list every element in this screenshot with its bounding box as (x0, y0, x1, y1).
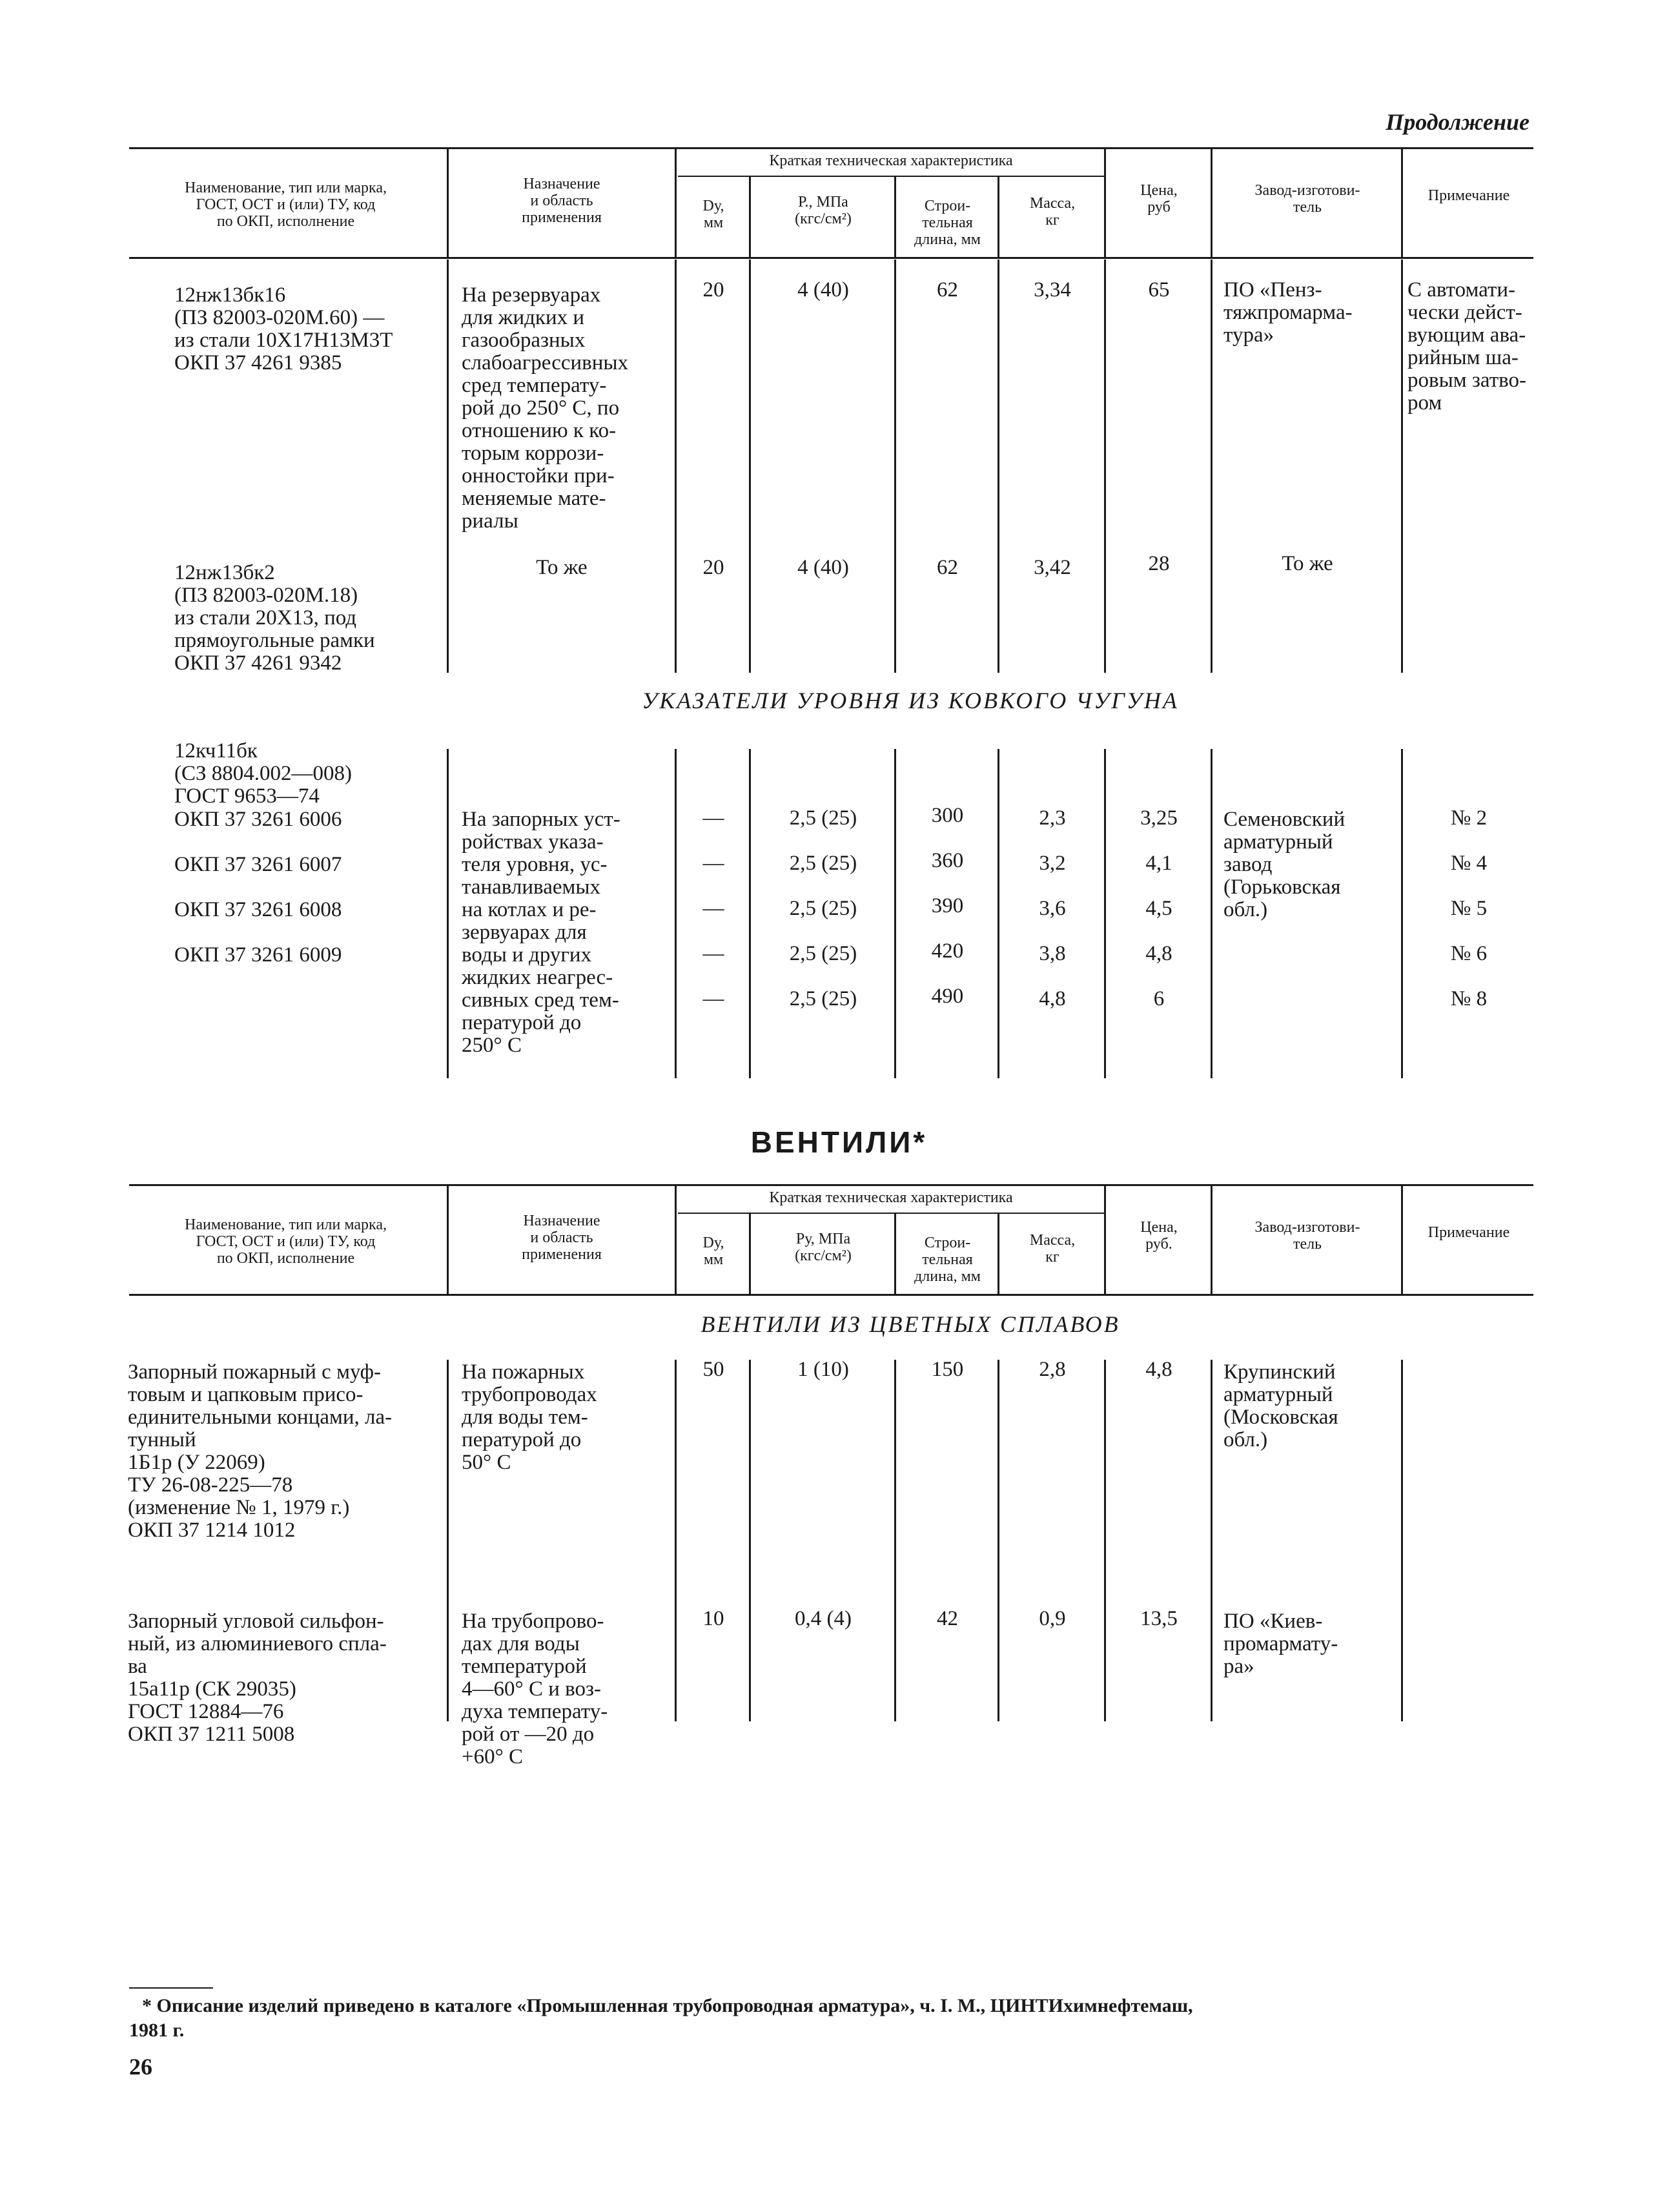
footnote: * Описание изделий приведено в каталоге «Промышленная трубопроводная арматура», ч. I. М., ЦИНТИхимнефтемаш, 1981 г. (129, 1995, 1193, 2041)
price-value: 4,5 (1145, 897, 1172, 920)
note: № 2 (1450, 806, 1488, 830)
ductile-purpose: На запорных уст- ройствах указа- теля уровня, ус- танавливаемых на котлах и ре- зервуарах для воды и других жидких неагрес- сивных сред тем- пературой до 250° С (462, 808, 620, 1057)
mass-value: 3,42 (1034, 556, 1071, 579)
header-pressure: Р., МПа (кгс/см²) (795, 194, 852, 227)
dy-value: 50 (702, 1358, 724, 1381)
length-value: 300 (931, 804, 964, 827)
page-number: 26 (129, 2054, 152, 2080)
note: № 5 (1450, 897, 1488, 920)
length-value: 360 (931, 849, 964, 872)
okp-code: ОКП 37 3261 6006 (174, 808, 342, 831)
header-price: Цена, руб. (1140, 1219, 1178, 1253)
dy-value: — (702, 987, 724, 1010)
product-name: Запорный угловой сильфон- ный, из алюминиевого спла- ва 15а11р (СК 29035) ГОСТ 12884—76 ОКП 37 1211 5008 (128, 1610, 387, 1746)
section-title-nonferrous: ВЕНТИЛИ ИЗ ЦВЕТНЫХ СПЛАВОВ (701, 1311, 1120, 1337)
purpose: На трубопрово- дах для воды температурой 4—60° С и воз- духа температу- рой от —20 до +60° С (462, 1610, 608, 1768)
maker: ПО «Киев- промармату- ра» (1223, 1610, 1338, 1678)
mass-value: 3,8 (1039, 942, 1066, 965)
header-tech: Краткая техническая характеристика (769, 152, 1013, 169)
product-name: 12нж13бк16 (ПЗ 82003-020М.60) — из стали 10Х17Н13М3Т ОКП 37 4261 9385 (174, 283, 393, 374)
header-tech: Краткая техническая характеристика (769, 1189, 1013, 1206)
mass-value: 2,3 (1039, 806, 1066, 830)
dy-value: — (702, 942, 724, 965)
length-value: 62 (937, 278, 958, 302)
purpose: На пожарных трубопроводах для воды тем- пературой до 50° С (462, 1360, 597, 1474)
length-value: 490 (931, 985, 964, 1008)
header-dy: Dу, мм (702, 198, 724, 231)
header-mass: Масса, кг (1029, 1232, 1076, 1265)
maker: То же (1282, 552, 1333, 575)
header-maker: Завод-изготови- тель (1254, 182, 1360, 216)
mass-value: 2,8 (1039, 1358, 1066, 1381)
product-name: Запорный пожарный с муф- товым и цапковым присо- единительными концами, ла- тунный 1Б1р (У 22069) ТУ 26-08-225—78 (изменение № 1, 1979 г.) ОКП 37 1214 1012 (128, 1360, 393, 1542)
length-value: 150 (931, 1358, 964, 1381)
purpose: На резервуарах для жидких и газообразных слабоагрессивных сред температу- рой до 250° С, по отношению к ко- торым коррози- онностойки при- меняемые мате- риалы (462, 283, 629, 533)
pressure-value: 2,5 (25) (789, 942, 857, 965)
ductile-maker: Семеновский арматурный завод (Горьковская обл.) (1223, 808, 1345, 921)
price-value: 4,8 (1145, 1358, 1172, 1381)
dy-value: 20 (702, 556, 724, 579)
pressure-value: 2,5 (25) (789, 852, 857, 875)
continuation-label: Продолжение (1386, 109, 1530, 135)
mass-value: 3,2 (1039, 852, 1066, 875)
note: № 6 (1450, 942, 1488, 965)
dy-value: — (702, 806, 724, 830)
okp-code: ОКП 37 3261 6007 (174, 853, 342, 876)
price-value: 65 (1148, 278, 1170, 302)
footnote-rule (129, 1987, 213, 1989)
mass-value: 3,6 (1039, 897, 1066, 920)
length-value: 390 (931, 894, 964, 917)
pressure-value: 4 (40) (797, 278, 849, 302)
header-price: Цена, руб (1140, 182, 1178, 216)
header-purpose: Назначение и область применения (522, 176, 602, 226)
product-name: 12нж13бк2 (ПЗ 82003-020М.18) из стали 20Х13, под прямоугольные рамки ОКП 37 4261 9342 (174, 561, 375, 675)
dy-value: — (702, 897, 724, 920)
header-dy: Dу, мм (702, 1234, 724, 1268)
pressure-value: 2,5 (25) (789, 897, 857, 920)
mass-value: 3,34 (1034, 278, 1071, 302)
note: С автомати- чески дейст- вующим ава- рийным ша- ровым затво- ром (1407, 278, 1526, 415)
pressure-value: 2,5 (25) (789, 806, 857, 830)
header-maker: Завод-изготови- тель (1254, 1219, 1360, 1253)
length-value: 420 (931, 939, 964, 963)
mass-value: 4,8 (1039, 987, 1066, 1010)
valves-title: ВЕНТИЛИ* (750, 1125, 928, 1159)
price-value: 13,5 (1140, 1607, 1178, 1630)
header-name: Наименование, тип или марка, ГОСТ, ОСТ и (или) ТУ, код по ОКП, исполнение (185, 179, 387, 230)
dy-value: 20 (702, 278, 724, 302)
length-value: 62 (937, 556, 958, 579)
dy-value: — (702, 852, 724, 875)
mass-value: 0,9 (1039, 1607, 1066, 1630)
maker: ПО «Пенз- тяжпромарма- тура» (1223, 278, 1353, 347)
header-note: Примечание (1427, 1224, 1510, 1241)
note: № 4 (1450, 852, 1488, 875)
header-pressure: Ру, МПа (кгс/см²) (795, 1231, 852, 1264)
header-name: Наименование, тип или марка, ГОСТ, ОСТ и (или) ТУ, код по ОКП, исполнение (185, 1216, 387, 1267)
pressure-value: 2,5 (25) (789, 987, 857, 1010)
header-purpose: Назначение и область применения (522, 1213, 602, 1263)
pressure-value: 4 (40) (797, 556, 849, 579)
length-value: 42 (937, 1607, 958, 1630)
dy-value: 10 (702, 1607, 724, 1630)
note: № 8 (1450, 987, 1488, 1010)
okp-code: ОКП 37 3261 6009 (174, 943, 342, 967)
header-note: Примечание (1427, 187, 1510, 204)
section-title-ductile: УКАЗАТЕЛИ УРОВНЯ ИЗ КОВКОГО ЧУГУНА (642, 688, 1179, 713)
price-value: 6 (1153, 987, 1165, 1010)
maker: Крупинский арматурный (Московская обл.) (1223, 1360, 1338, 1451)
price-value: 4,1 (1145, 852, 1172, 875)
pressure-value: 0,4 (4) (795, 1607, 852, 1630)
ductile-name-head: 12кч11бк (СЗ 8804.002—008) ГОСТ 9653—74 (174, 739, 353, 808)
pressure-value: 1 (10) (797, 1358, 849, 1381)
header-length: Строи- тельная длина, мм (914, 198, 981, 248)
price-value: 3,25 (1140, 806, 1178, 830)
okp-code: ОКП 37 3261 6008 (174, 898, 342, 921)
price-value: 28 (1148, 552, 1170, 575)
price-value: 4,8 (1145, 942, 1172, 965)
header-length: Строи- тельная длина, мм (914, 1234, 981, 1285)
header-mass: Масса, кг (1029, 195, 1076, 229)
purpose: То же (536, 556, 588, 579)
